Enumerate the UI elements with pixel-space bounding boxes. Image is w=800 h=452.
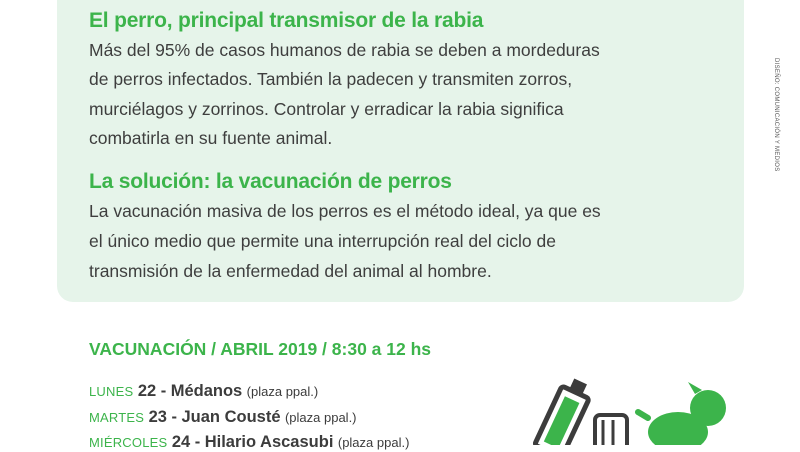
schedule-day: LUNES [89, 384, 134, 399]
design-credit: DISEÑO: COMUNICACIÓN Y MEDIOS [773, 58, 779, 172]
dog-icon [638, 382, 726, 445]
schedule-row [89, 408, 357, 427]
schedule-day: MIÉRCOLES [89, 435, 168, 450]
section-paragraph-line: La vacunación masiva de los perros es el método ideal, ya que es [89, 201, 601, 221]
section-paragraph-line: Más del 95% de casos humanos de rabia se deben a mordeduras [89, 40, 600, 60]
vaccination-title: VACUNACIÓN / ABRIL 2019 / 8:30 a 12 hs [89, 339, 432, 359]
schedule-note: (plaza ppal.) [337, 435, 410, 450]
schedule-day: MARTES [89, 410, 145, 425]
schedule-row [89, 382, 318, 401]
schedule-place: Juan Cousté [181, 408, 281, 426]
syringe-icon [535, 375, 595, 445]
section-paragraph-line: el único medio que permite una interrupción real del ciclo de [89, 231, 556, 251]
schedule-date: 22 - [137, 382, 167, 400]
schedule-place: Hilario Ascasubi [204, 433, 334, 451]
schedule-row [89, 433, 409, 452]
schedule-date: 24 - [171, 433, 201, 451]
section-paragraph-line: murciélagos y zorrinos. Controlar y erradicar la rabia significa [89, 99, 564, 119]
vial-icon [595, 415, 627, 445]
schedule-date: 23 - [148, 408, 178, 426]
vaccination-illustration [520, 370, 790, 445]
schedule-note: (plaza ppal.) [284, 410, 357, 425]
section-paragraph-line: de perros infectados. También la padecen y transmiten zorros, [89, 69, 573, 89]
schedule-place: Médanos [170, 382, 243, 400]
section-paragraph-line: combatirla en su fuente animal. [89, 128, 333, 148]
section-paragraph-line: transmisión de la enfermedad del animal al hombre. [89, 261, 492, 281]
section-heading-transmisor: El perro, principal transmisor de la rabia [89, 9, 484, 32]
schedule-note: (plaza ppal.) [246, 384, 319, 399]
section-heading-solucion: La solución: la vacunación de perros [89, 170, 452, 193]
